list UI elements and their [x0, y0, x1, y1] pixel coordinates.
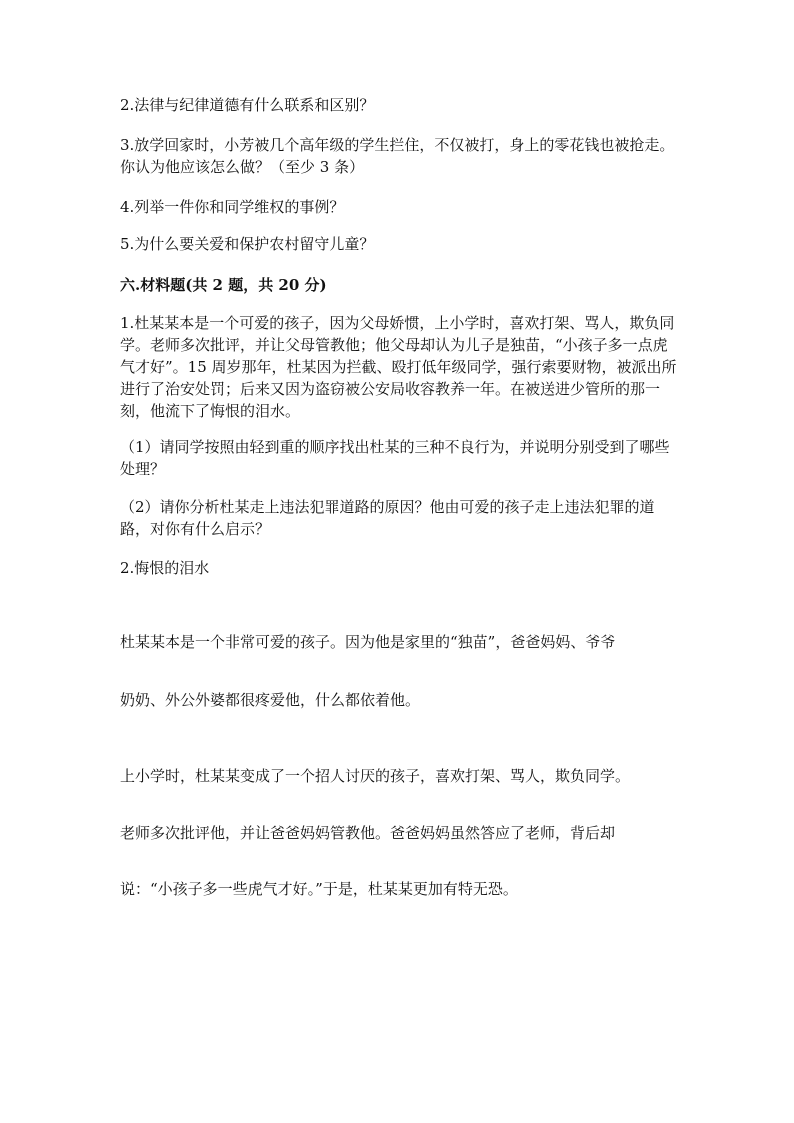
story-line: 杜某某本是一个非常可爱的孩子。因为他是家里的“独苗”，爸爸妈妈、爷爷 [120, 633, 616, 651]
story-line: 上小学时，杜某某变成了一个招人讨厌的孩子，喜欢打架、骂人，欺负同学。 [120, 767, 631, 785]
section-heading: 六.材料题(共 2 题，共 20 分) [120, 276, 327, 294]
story-line: 奶奶、外公外婆都很疼爱他，什么都依着他。 [120, 691, 421, 709]
question-5: 5.为什么要关爱和保护农村留守儿童？ [120, 235, 375, 253]
question-4: 4.列举一件你和同学维权的事例？ [120, 198, 345, 216]
story-line: 老师多次批评他，并让爸爸妈妈管教他。爸爸妈妈虽然答应了老师，背后却 [120, 824, 616, 842]
question-2: 2.法律与纪律道德有什么联系和区别？ [120, 96, 375, 114]
material-question-2-title: 2.悔恨的泪水 [120, 559, 210, 577]
sub-question-2: （2）请你分析杜某走上违法犯罪道路的原因？他由可爱的孩子走上违法犯罪的道路，对你有什么启示？ [120, 498, 655, 538]
sub-question-1: （1）请同学按照由轻到重的顺序找出杜某的三种不良行为，并说明分别受到了哪些处理？ [120, 438, 670, 478]
question-3: 3.放学回家时，小芳被几个高年级的学生拦住，不仅被打，身上的零花钱也被抢走。你认为他应该怎么做？（至少 3 条） [120, 136, 675, 176]
story-line: 说：“小孩子多一些虎气才好。”于是，杜某某更加有特无恐。 [120, 880, 518, 898]
material-question-1: 1.杜某某本是一个可爱的孩子，因为父母娇惯，上小学时，喜欢打架、骂人，欺负同学。老师多次批评，并让父母管教他；他父母却认为儿子是独苗，“小孩子多一点虎气才好”。15 周岁那年，杜某因为拦截、殴打低年级同学，强行索要财物，被派出所进行了治安处罚；后来又因为盗窃被公安局收容教养一年。在被送进少管所的那一刻，他流下了悔恨的泪水。 [120, 314, 677, 420]
